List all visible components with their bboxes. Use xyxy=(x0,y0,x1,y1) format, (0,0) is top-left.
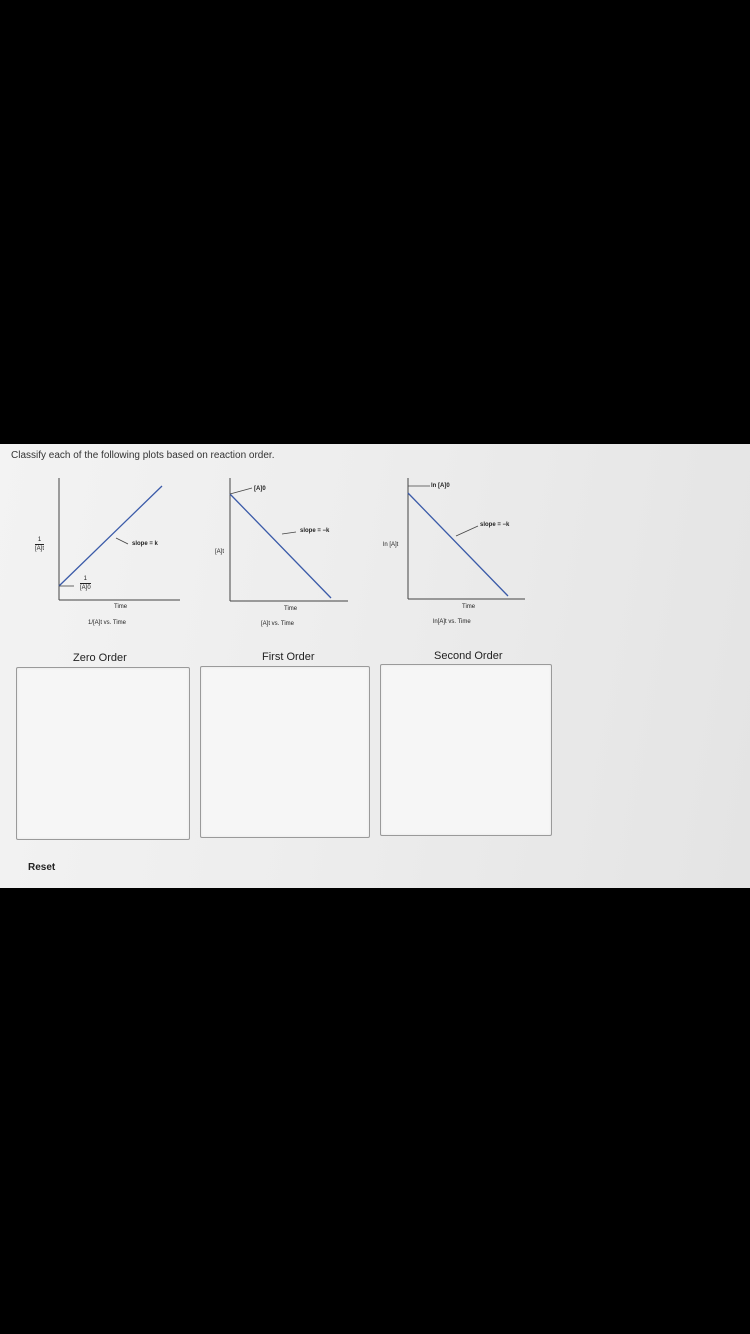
category-title-first-order: First Order xyxy=(262,651,315,663)
intercept-label: $\frac{1}{[A]0}$ xyxy=(80,576,91,591)
plot-caption: 1/[A]t vs. Time xyxy=(88,620,127,626)
x-axis-label: Time xyxy=(462,604,476,610)
y-axis-label: [A]t xyxy=(215,549,225,555)
instruction-text: Classify each of the following plots based on reaction order. xyxy=(11,450,275,461)
slope-label: slope = −k xyxy=(480,522,510,528)
plot-caption: ln[A]t vs. Time xyxy=(433,619,471,625)
dropzone-first-order[interactable] xyxy=(200,666,370,838)
plot-graph xyxy=(380,478,540,608)
intercept-label: ln [A]0 xyxy=(431,483,450,489)
category-title-second-order: Second Order xyxy=(434,650,503,662)
reset-button[interactable]: Reset xyxy=(28,862,56,873)
slope-label: slope = k xyxy=(132,541,158,547)
plot-card-log-concentration[interactable] xyxy=(380,478,540,638)
plot-graph xyxy=(30,478,190,608)
plot-caption: [A]t vs. Time xyxy=(261,621,295,627)
slope-label: slope = −k xyxy=(300,528,330,534)
data-line xyxy=(408,493,508,596)
y-axis-label: ln [A]t xyxy=(383,542,399,548)
plot-graph xyxy=(200,478,360,608)
category-title-zero-order: Zero Order xyxy=(73,652,127,664)
data-line xyxy=(59,486,162,586)
x-axis-label: Time xyxy=(284,606,298,612)
intercept-label: [A]0 xyxy=(254,486,266,492)
x-axis-label: Time xyxy=(114,604,128,610)
dropzone-second-order[interactable] xyxy=(380,664,552,836)
y-axis-label: $\frac{1}{[A]t}$ xyxy=(35,537,45,552)
dropzone-zero-order[interactable] xyxy=(16,667,190,840)
plot-card-inverse-concentration[interactable] xyxy=(30,478,190,638)
data-line xyxy=(230,494,331,598)
question-panel xyxy=(0,444,750,888)
plot-card-concentration[interactable] xyxy=(200,478,360,638)
